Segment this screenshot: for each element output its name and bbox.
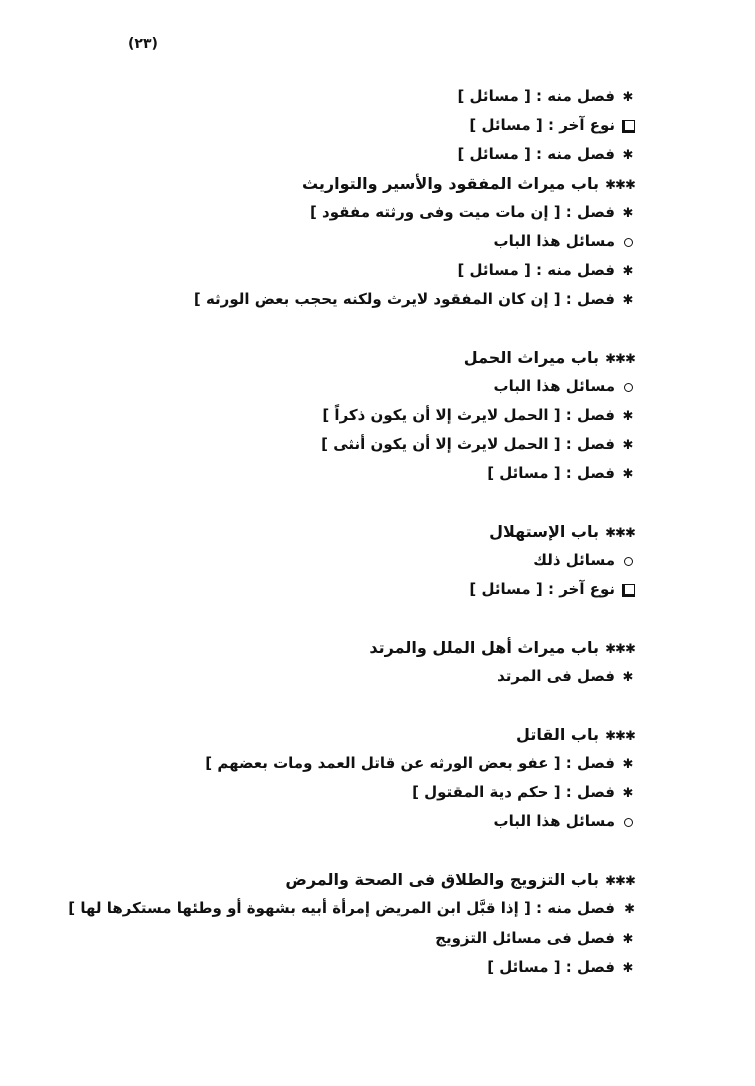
page-number: (٢٣) [128,36,158,52]
entry-text: نوع آخر : [ مسائل ] [469,580,615,598]
section-spacer [115,691,635,720]
chapter-heading [115,720,635,749]
entry-text: فصل فى مسائل التزويج [435,929,615,947]
entry-text: فصل منه : [ مسائل ] [457,261,615,279]
entry-text: فصل : [ الحمل لايرث إلا أن يكون أنثى ] [321,435,615,453]
entry-text: باب القاتل [516,725,599,744]
toc-entry [115,662,635,691]
section-spacer [115,836,635,865]
table-of-contents [68,82,635,982]
chapter-heading [115,343,635,372]
entry-text: فصل : [ حكم دية المقتول ] [412,783,615,801]
asterisk-bullet-icon: ✱ [622,467,634,482]
entry-text: مسائل ذلك [533,551,615,569]
toc-entry [115,575,635,604]
entry-text: فصل : [ إن كان المفقود لايرث ولكنه يحجب بعض الورثه ] [193,290,615,308]
circle-bullet-icon [621,228,635,257]
triple-asterisk-icon: ✱✱✱ [605,178,635,193]
toc-entry [115,430,635,459]
triple-asterisk-icon: ✱✱✱ [605,352,635,367]
toc-entry [115,807,635,836]
toc-entry [115,227,635,256]
asterisk-bullet-icon: ✱ [622,670,634,685]
triple-asterisk-icon: ✱✱✱ [605,642,635,657]
asterisk-bullet-icon: ✱ [622,438,634,453]
entry-text: باب الإستهلال [489,522,599,541]
asterisk-bullet-icon: ✱ [622,932,634,947]
toc-entry [115,459,635,488]
square-bullet-icon [621,112,635,141]
entry-text: باب ميراث الحمل [463,348,599,367]
circle-bullet-icon [621,373,635,402]
asterisk-bullet-icon: ✱ [622,786,634,801]
chapter-heading [115,865,635,894]
toc-entry [115,924,635,953]
entry-text: فصل فى المرتد [497,667,615,685]
asterisk-bullet-icon: ✱ [622,264,634,279]
circle-bullet-icon [621,808,635,837]
chapter-heading [115,169,635,198]
section-spacer [115,604,635,633]
entry-text: باب ميراث المفقود والأسير والتواريث [301,174,599,193]
entry-text: نوع آخر : [ مسائل ] [469,116,615,134]
entry-text: فصل : [ عفو بعض الورثه عن قاتل العمد ومات بعضهم ] [205,754,615,772]
toc-entry [115,111,635,140]
asterisk-bullet-icon: ✱ [622,148,634,163]
asterisk-bullet-icon: ✱ [622,293,634,308]
entry-text: فصل : [ الحمل لايرث إلا أن يكون ذكراً ] [322,406,615,424]
asterisk-bullet-icon: ✱ [622,90,634,105]
entry-text: باب ميراث أهل الملل والمرتد [369,638,599,657]
entry-text: باب التزويج والطلاق فى الصحة والمرض [285,870,599,889]
toc-entry [115,749,635,778]
toc-entry [115,372,635,401]
section-spacer [115,314,635,343]
entry-text: فصل منه : [ مسائل ] [457,145,615,163]
entry-text: مسائل هذا الباب [493,377,615,395]
asterisk-bullet-icon: ✱ [622,961,634,976]
toc-entry [10,894,635,924]
asterisk-bullet-icon: ✱ [622,206,634,221]
entry-text: فصل منه : [ مسائل ] [457,87,615,105]
toc-entry [115,198,635,227]
chapter-heading [115,633,635,662]
circle-bullet-icon [621,547,635,576]
entry-text: مسائل هذا الباب [493,812,615,830]
toc-entry [115,778,635,807]
triple-asterisk-icon: ✱✱✱ [605,526,635,541]
entry-text: فصل منه : [ إذا قبَّل ابن المريض إمرأة أبيه بشهوة أو وطئها مستكرها لها ] [68,899,615,917]
toc-entry [115,401,635,430]
toc-entry [115,953,635,982]
asterisk-bullet-icon: ✱ [624,902,635,917]
asterisk-bullet-icon: ✱ [622,757,634,772]
toc-entry [115,256,635,285]
section-spacer [115,488,635,517]
toc-entry [115,285,635,314]
triple-asterisk-icon: ✱✱✱ [605,729,635,744]
entry-text: فصل : [ إن مات ميت وفى ورثته مفقود ] [309,203,615,221]
toc-entry [115,140,635,169]
entry-text: فصل : [ مسائل ] [487,958,615,976]
triple-asterisk-icon: ✱✱✱ [605,874,635,889]
square-bullet-icon [621,576,635,605]
entry-text: مسائل هذا الباب [493,232,615,250]
toc-entry [115,546,635,575]
chapter-heading [115,517,635,546]
toc-entry [115,82,635,111]
entry-text: فصل : [ مسائل ] [487,464,615,482]
asterisk-bullet-icon: ✱ [622,409,634,424]
